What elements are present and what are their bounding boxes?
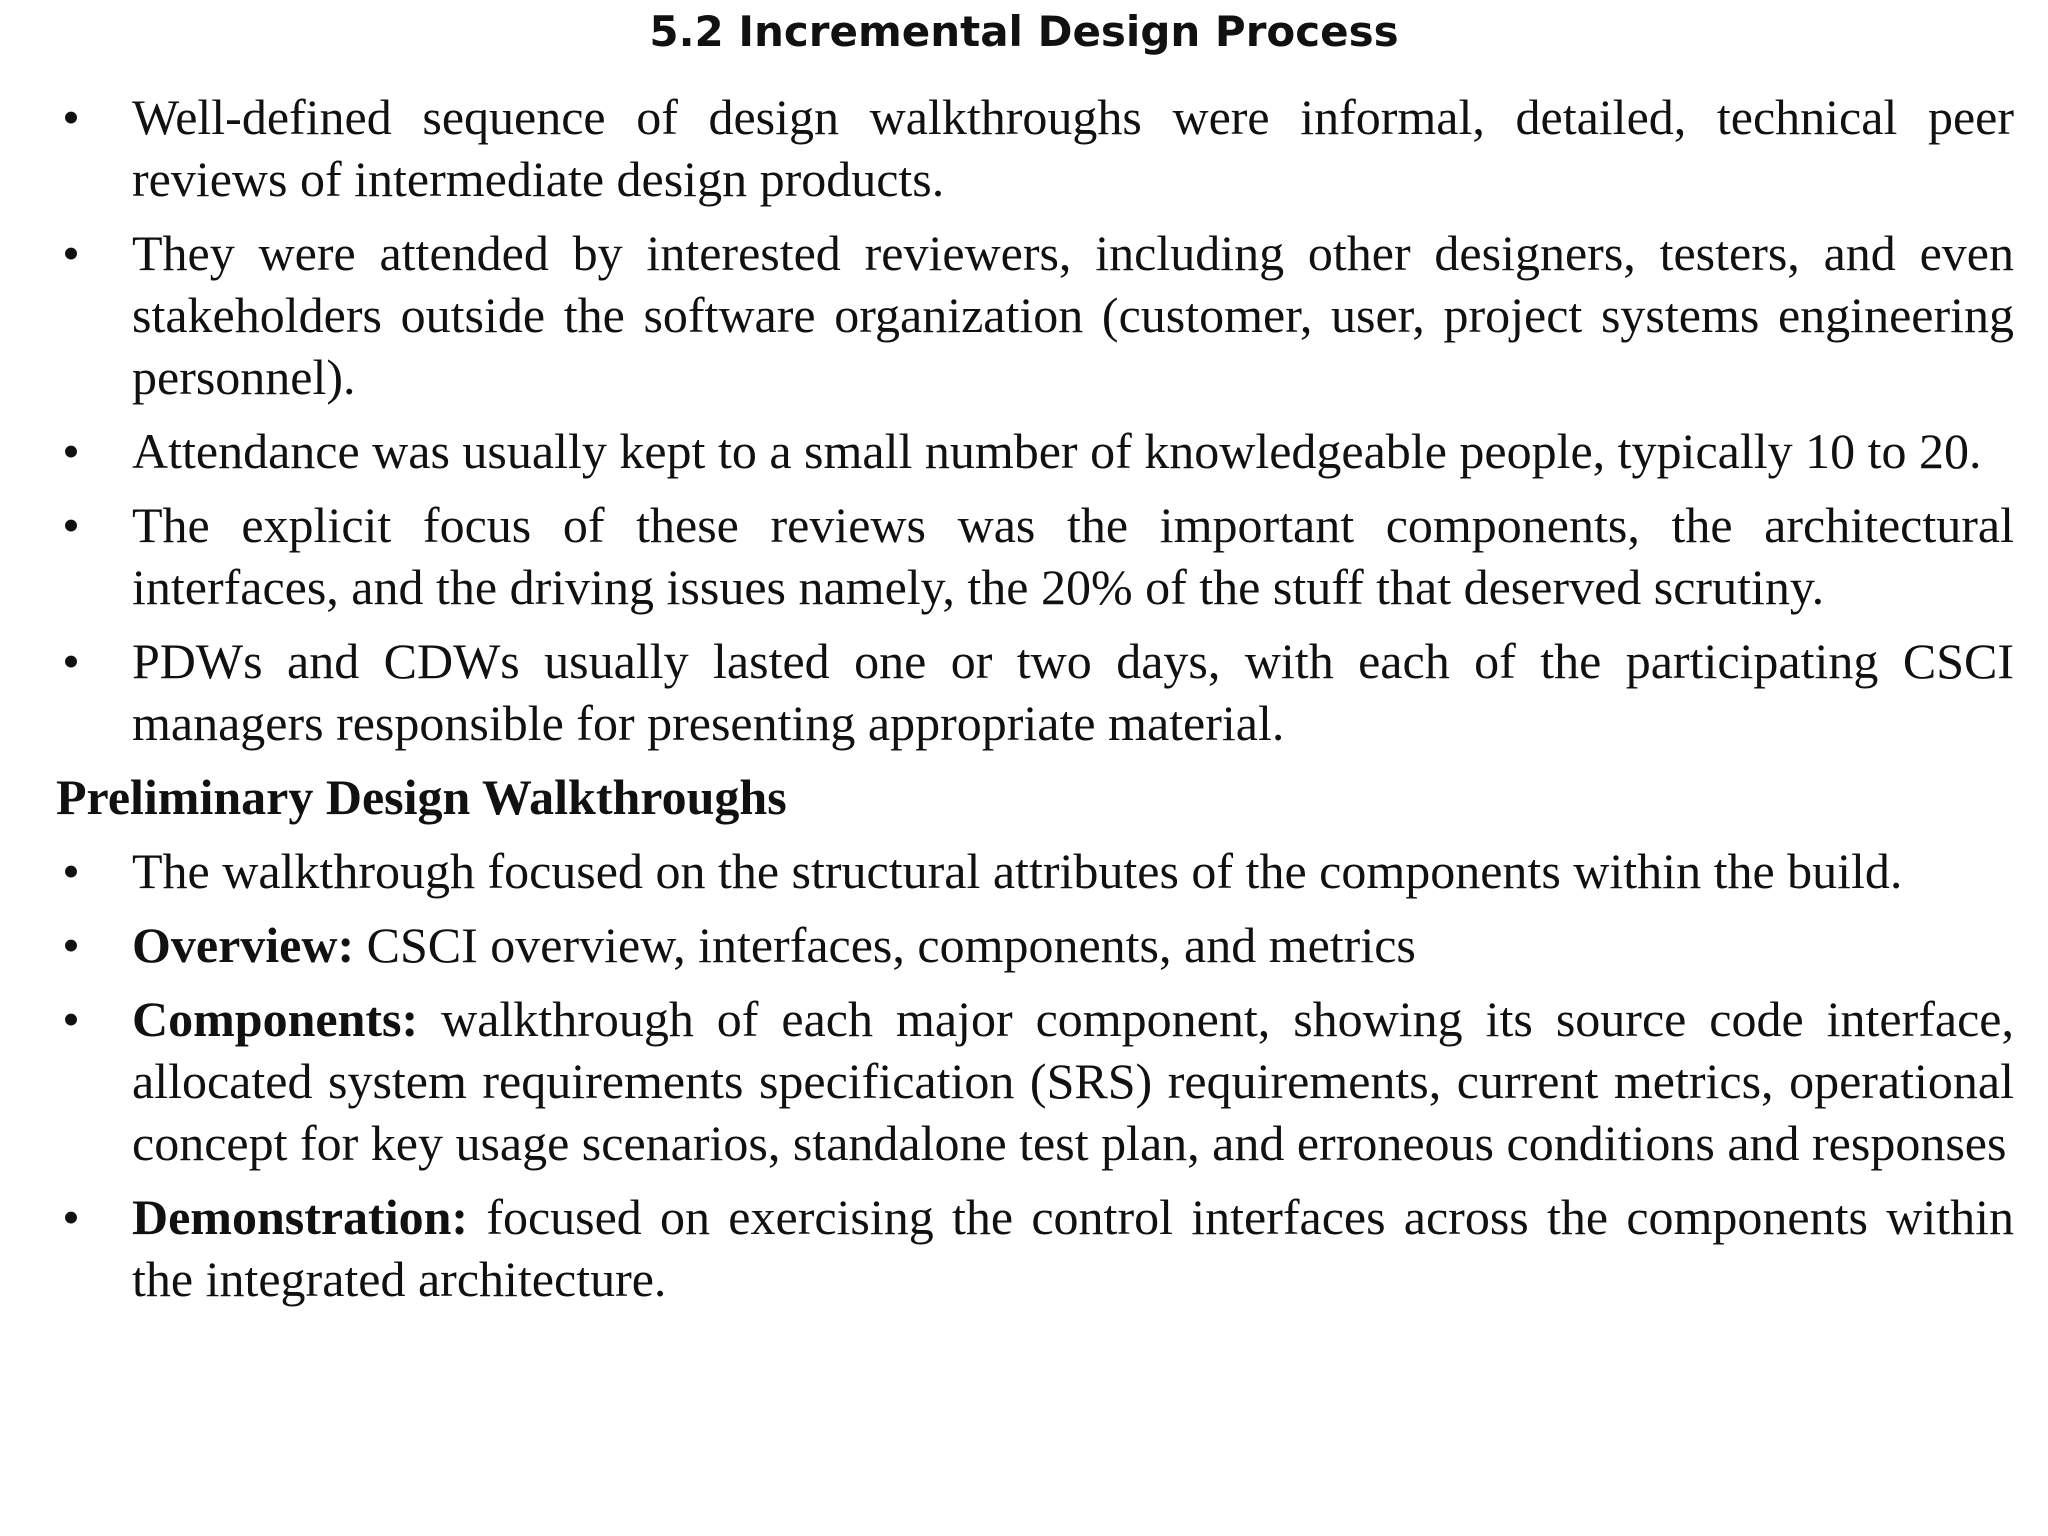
bullet-item xyxy=(56,630,2014,754)
bullet-icon: • xyxy=(62,991,80,1047)
bullet-text: The explicit focus of these reviews was the important components, the architectural interfaces, and the driving issues namely, the 20% of the stuff that deserved scrutiny. xyxy=(132,497,2014,615)
bullet-icon: • xyxy=(62,1189,80,1245)
bullet-icon: • xyxy=(62,225,80,281)
bullet-icon: • xyxy=(62,843,80,899)
bullet-text: focused on exercising the control interfaces across the components within the integrated architecture. xyxy=(132,1189,2014,1307)
bullet-icon: • xyxy=(62,917,80,973)
bullet-item xyxy=(56,1186,2014,1310)
bullet-icon: • xyxy=(62,423,80,479)
bullet-item xyxy=(56,222,2014,408)
intro-bullet-list xyxy=(56,86,2014,754)
bullet-term: Components: xyxy=(132,991,419,1047)
bullet-icon: • xyxy=(62,497,80,553)
bullet-item xyxy=(56,914,2014,976)
slide-body xyxy=(56,86,2014,1322)
bullet-text: They were attended by interested reviewers, including other designers, testers, and even stakeholders outside the software organization (customer, user, project systems engineering personnel). xyxy=(132,225,2014,405)
bullet-text: PDWs and CDWs usually lasted one or two days, with each of the participating CSCI managers responsible for presenting appropriate material. xyxy=(132,633,2014,751)
bullet-item xyxy=(56,420,2014,482)
bullet-text: The walkthrough focused on the structural attributes of the components within the build. xyxy=(132,843,1903,899)
bullet-term: Overview: xyxy=(132,917,355,973)
bullet-term: Demonstration: xyxy=(132,1189,469,1245)
bullet-item xyxy=(56,840,2014,902)
bullet-item xyxy=(56,494,2014,618)
bullet-text: Attendance was usually kept to a small number of knowledgeable people, typically 10 to 20. xyxy=(132,423,1982,479)
walkthrough-bullet-list xyxy=(56,840,2014,1310)
bullet-icon: • xyxy=(62,89,80,145)
bullet-item xyxy=(56,86,2014,210)
bullet-text: Well-defined sequence of design walkthroughs were informal, detailed, technical peer reviews of intermediate design products. xyxy=(132,89,2014,207)
bullet-item xyxy=(56,988,2014,1174)
bullet-text: walkthrough of each major component, showing its source code interface, allocated system requirements specification (SRS) requirements, current metrics, operational concept for key usage scenarios, standalone test plan, and erroneous conditions and responses xyxy=(132,991,2014,1171)
slide-title: 5.2 Incremental Design Process xyxy=(649,7,1399,56)
bullet-text: CSCI overview, interfaces, components, and metrics xyxy=(354,917,1416,973)
section-heading: Preliminary Design Walkthroughs xyxy=(56,769,787,825)
bullet-icon: • xyxy=(62,633,80,689)
